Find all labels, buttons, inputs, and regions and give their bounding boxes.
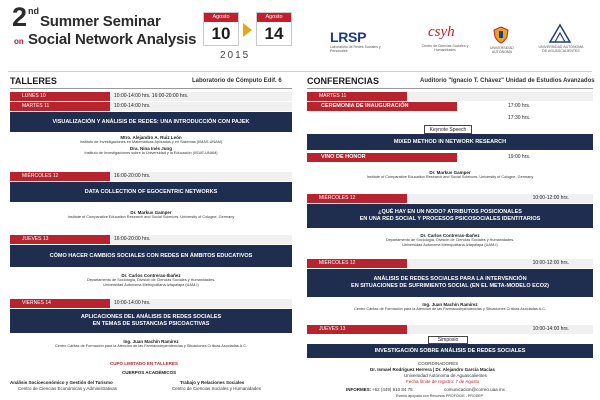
speaker-name: Ing. Juan Machín Ramírez xyxy=(422,302,478,307)
schedule-bar-lunes xyxy=(10,92,292,101)
vino-block xyxy=(307,153,457,162)
cuerpos-academicos: CUERPOS ACADÉMICOS xyxy=(122,370,177,375)
session-title-block xyxy=(307,204,593,228)
session-title: INVESTIGACIÓN SOBRE ANÁLISIS DE REDES SOCIALES xyxy=(374,347,526,354)
day-label: MARTES 11 xyxy=(307,92,407,101)
email-link[interactable]: comunicacion@correo.uaa.mx xyxy=(444,387,505,392)
end-day: 14 xyxy=(264,24,284,43)
year: 2015 xyxy=(220,50,251,61)
day-label: LUNES 10 xyxy=(10,92,110,101)
conferencias-venue: Auditorio "Ignacio T. Chávez" Unidad de Estudios Avanzados xyxy=(420,78,595,84)
schedule-bar-s3 xyxy=(10,235,292,244)
ca2-subtitle: Centro de Ciencias Sociales y Humanidades xyxy=(172,386,262,391)
time-label: 10:00-14:00 hrs. xyxy=(110,102,292,111)
talleres-title: TALLERES xyxy=(10,76,57,86)
speaker-affiliation: Universidad Autónoma Metropolitana-Iztapalapa (UAM-I) xyxy=(103,283,199,287)
speaker-name: Mtro. Alejandro A. Ruiz León xyxy=(120,135,182,140)
speaker-affiliation: Departamento de Sociología, División de Ciencias Sociales y Humanidades. xyxy=(385,238,515,242)
session-title: MIXED METHOD IN NETWORK RESEARCH xyxy=(393,138,507,145)
speaker-affiliation: Instituto de Investigaciones sobre la Universidad y la Educación (IISUE-UNAM) xyxy=(84,151,218,155)
day-label: JUEVES 13 xyxy=(10,235,110,244)
lrsp-subtitle: Laboratorio de Redes Sociales y Personales xyxy=(330,45,381,53)
header xyxy=(0,0,600,70)
csyh-subtitle: Centro de Ciencias Sociales y Humanidades xyxy=(421,44,469,52)
session-title: APLICACIONES DEL ANÁLISIS DE REDES SOCIALES xyxy=(80,314,222,320)
speaker-info xyxy=(10,273,292,288)
session-title-block xyxy=(10,112,292,132)
speaker-name: Dr. Markus Gamper xyxy=(130,210,172,215)
csyh-logo: csyh xyxy=(428,24,455,40)
deadline: Fecha límite de registro: 7 de Agosto xyxy=(406,379,480,384)
speaker-affiliation: Departamento de Sociología, División de Ciencias Sociales y Humanidades. xyxy=(86,278,216,282)
start-day: 10 xyxy=(211,24,231,43)
time-label: 10:00-14:00 hrs. xyxy=(110,299,292,308)
schedule-bar-s1 xyxy=(10,102,292,111)
session-title: DATA COLLECTION OF EGOCENTRIC NETWORKS xyxy=(84,188,218,195)
session-title-block xyxy=(10,309,292,333)
conferencias-title: CONFERENCIAS xyxy=(307,76,380,86)
speaker-info xyxy=(307,170,593,180)
speaker-info xyxy=(307,233,593,248)
speaker-name: Dr. Carlos Contreras-Ibañez xyxy=(420,233,480,238)
session-title-block xyxy=(10,182,292,202)
time-label: 10:00-12:00 hrs. xyxy=(407,194,593,203)
day-label: MARTES 11 xyxy=(10,102,110,111)
day-label: JUEVES 13 xyxy=(307,325,407,334)
speaker-affiliation: Universidad Autónoma Metropolitana-Iztapalapa (UAM-I) xyxy=(402,243,498,247)
schedule-bar-c2 xyxy=(307,194,593,203)
talleres-venue: Laboratorio de Cómputo Edif. 6 xyxy=(192,78,282,84)
speaker-affiliation: Centro Cáritas de Formación para la Atención de las Farmacodependencias y Situaciones Críticas Asociadas A.C. xyxy=(353,307,547,311)
schedule-bar-c4 xyxy=(307,325,593,334)
day-label: VIERNES 14 xyxy=(10,299,110,308)
inauguration-time: 17:00 hrs. xyxy=(508,103,531,109)
edition-number: 2 xyxy=(12,2,28,32)
coord-label: COORDINADORES xyxy=(418,361,459,366)
phone: +52 (449) 910 84 75 xyxy=(372,387,413,392)
schedule-bar-c1 xyxy=(307,92,593,101)
speaker-name: Dr. Carlos Contreras-Ibañez xyxy=(121,273,181,278)
lrsp-logo: LRSP xyxy=(330,29,367,45)
conferencias-divider xyxy=(307,88,593,89)
keynote-tag: Keynote Speech xyxy=(424,125,472,134)
end-month: Agosto xyxy=(257,13,291,22)
title-line1: Summer Seminar xyxy=(40,13,161,30)
schedule-bar-c3 xyxy=(307,259,593,268)
day-label: MIÉRCOLES 12 xyxy=(307,259,407,268)
edition-suffix: nd xyxy=(28,6,39,16)
inauguration-block xyxy=(307,102,457,111)
schedule-bar-s2 xyxy=(10,172,292,181)
arrow-right-icon xyxy=(243,23,252,37)
session-title: EN TEMAS DE SUSTANCIAS PSICOACTIVAS xyxy=(92,321,210,327)
end-date-calendar-icon xyxy=(256,12,292,46)
keynote-time: 17:30 hrs. xyxy=(508,115,531,121)
ca1-title: Análisis Socioeconómico y Gestión del Turismo xyxy=(10,380,113,385)
start-date-calendar-icon xyxy=(203,12,239,46)
session-title: ANÁLISIS DE REDES SOCIALES PARA LA INTERVENCIÓN xyxy=(373,276,527,282)
speaker-affiliation: Centro Cáritas de Formación para la Atención de las Farmacodependencias y Situaciones Críticas Asociadas A.C. xyxy=(54,344,248,348)
schedule-bar-s4 xyxy=(10,299,292,308)
session-title-block xyxy=(307,344,593,358)
speaker-name: Ing. Juan Machín Ramírez xyxy=(123,339,179,344)
time-label: 16:00-20:00 hrs. xyxy=(110,172,292,181)
speaker-affiliation: Instituto de Investigaciones en Matemáticas Aplicadas y en Sistemas (IIMAS-UNAM) xyxy=(79,140,223,144)
time-label: 16:00-20:00 hrs. xyxy=(110,235,292,244)
session-title: EN UNA RED SOCIAL Y PROCESOS PSICOSOCIALES IDENTITARIOS xyxy=(359,216,541,222)
session-title: ¿QUÉ HAY EN UN NODO? ATRIBUTOS POSICIONALES xyxy=(378,209,522,215)
session-title-block xyxy=(307,134,593,150)
start-month: Agosto xyxy=(204,13,238,22)
header-divider xyxy=(8,71,592,72)
session-title: VISUALIZACIÓN Y ANÁLISIS DE REDES: UNA INTRODUCCIÓN CON PAJEK xyxy=(52,118,250,125)
speaker-affiliation: Institute of Comparative Education Research and Social Sciences. University of Cologne, Germany xyxy=(366,175,534,179)
ca2-title: Trabajo y Relaciones Sociales xyxy=(180,380,245,385)
title-on: on xyxy=(14,37,24,46)
title-line2: Social Network Analysis xyxy=(28,31,197,48)
speaker-name: Dr. Markus Gamper xyxy=(429,170,471,175)
speaker-info xyxy=(10,210,292,220)
day-label: MIÉRCOLES 12 xyxy=(10,172,110,181)
session-title-block xyxy=(10,245,292,267)
talleres-divider xyxy=(10,88,292,89)
simposio-tag: Simposio xyxy=(428,336,468,344)
vino-label: VINO DE HONOR xyxy=(321,154,366,160)
coord-affiliation: Universidad Autónoma de Aguascalientes xyxy=(404,373,488,378)
inauguration-label: CEREMONIA DE INAUGURACIÓN xyxy=(321,103,409,109)
session-title: EN SITUACIONES DE SUFRIMIENTO SOCIAL (EN EL META-MODELO ECO2) xyxy=(351,283,549,289)
speaker-name: Dra. Nina Inés Jung xyxy=(129,146,172,151)
speaker-info xyxy=(307,302,593,312)
informes-label: INFORMES: xyxy=(346,387,372,392)
session-title: CÓMO HACER CAMBIOS SOCIALES CON REDES EN ÁMBITOS EDUCATIVOS xyxy=(49,252,253,259)
time-label: 10:00-12:00 hrs. xyxy=(407,259,593,268)
speaker-affiliation: Institute of Comparative Education Research and Social Sciences. University of Cologne, Germany xyxy=(67,215,235,219)
shield-subtitle: UNIVERSIDAD AUTÓNOMA xyxy=(490,46,514,54)
cupo-limitado: CUPO LIMITADO EN TALLERES xyxy=(110,361,178,366)
session-title-block xyxy=(307,269,593,297)
apoyo: Evento apoyado con Recursos PROFOCIE - PRODEP xyxy=(396,394,484,398)
time-label: 10:00-14:00 hrs. xyxy=(407,325,593,334)
uaa-logo-icon xyxy=(548,22,572,44)
ca1-subtitle: Centro de Ciencias Económicas y Administrativas xyxy=(18,386,118,391)
shield-logo-icon xyxy=(492,26,510,44)
time-label xyxy=(407,92,593,101)
coordinators: Dr. Ismael Rodríguez Herrera | Dr. Alejandro García Macías xyxy=(370,367,495,372)
vino-time: 19:00 hrs. xyxy=(508,154,531,160)
speaker-info xyxy=(10,339,292,349)
day-label: MIÉRCOLES 12 xyxy=(307,194,407,203)
speaker-info xyxy=(10,135,292,156)
time-label: 10:00-14:00 hrs. 16:00-20:00 hrs. xyxy=(110,92,292,101)
uaa-subtitle: UNIVERSIDAD AUTÓNOMA DE AGUASCALIENTES xyxy=(538,45,584,53)
